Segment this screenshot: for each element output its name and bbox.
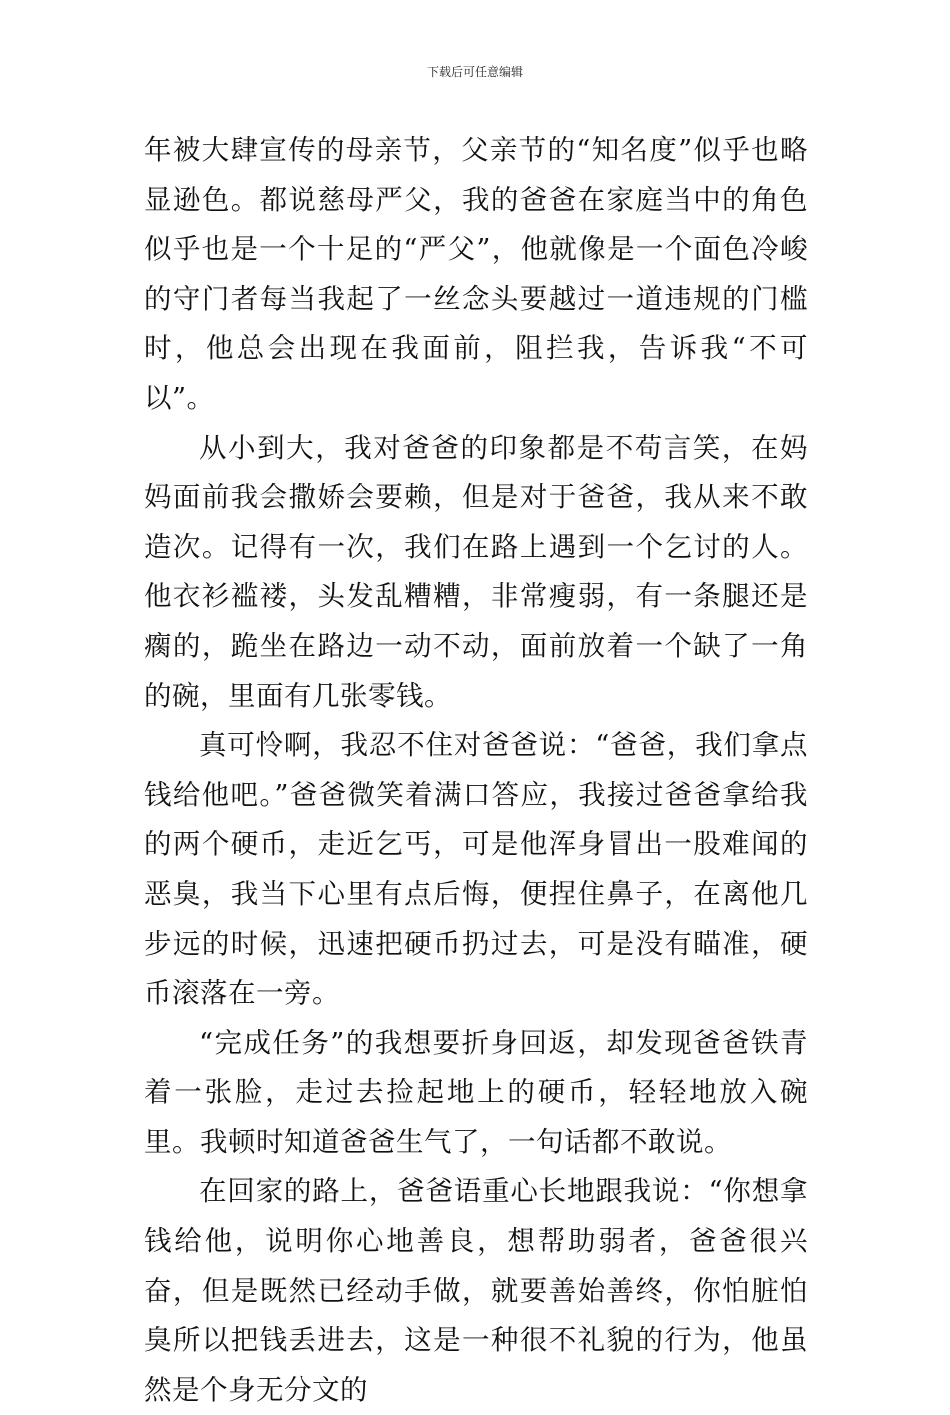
paragraph-1: 年被大肆宣传的母亲节，父亲节的“知名度”似乎也略显逊色。都说慈母严父，我的爸爸在家庭当中的角色似乎也是一个十足的“严父”，他就像是一个面色冷峻的守门者每当我起了一丝念头要越过一道违规的门槛时，他总会出现在我面前，阻拦我，告诉我“不可以”。: [144, 134, 808, 414]
page-header-note: 下载后可任意编辑: [426, 65, 523, 79]
document-body: [144, 126, 808, 1415]
paragraph-4: “完成任务”的我想要折身回返，却发现爸爸铁青着一张脸，走过去捡起地上的硬币，轻轻地放入碗里。我顿时知道爸爸生气了，一句话都不敢说。: [144, 1026, 808, 1158]
paragraph-2: 从小到大，我对爸爸的印象都是不苟言笑，在妈妈面前我会撒娇会要赖，但是对于爸爸，我从来不敢造次。记得有一次，我们在路上遇到一个乞讨的人。他衣衫褴褛，头发乱糟糟，非常瘦弱，有一条腿还是瘸的，跪坐在路边一动不动，面前放着一个缺了一角的碗，里面有几张零钱。: [144, 431, 808, 712]
paragraph-5: 在回家的路上，爸爸语重心长地跟我说：“你想拿钱给他，说明你心地善良，想帮助弱者，爸爸很兴奋，但是既然已经动手做，就要善始善终，你怕脏怕臭所以把钱丢进去，这是一种很不礼貌的行为，他虽然是个身无分文的: [144, 1175, 808, 1406]
paragraph-3: 真可怜啊，我忍不住对爸爸说：“爸爸，我们拿点钱给他吧。”爸爸微笑着满口答应，我接过爸爸拿给我的两个硬币，走近乞丐，可是他浑身冒出一股难闻的恶臭，我当下心里有点后悔，便捏住鼻子，在离他几步远的时候，迅速把硬币扔过去，可是没有瞄准，硬币滚落在一旁。: [144, 729, 808, 1010]
